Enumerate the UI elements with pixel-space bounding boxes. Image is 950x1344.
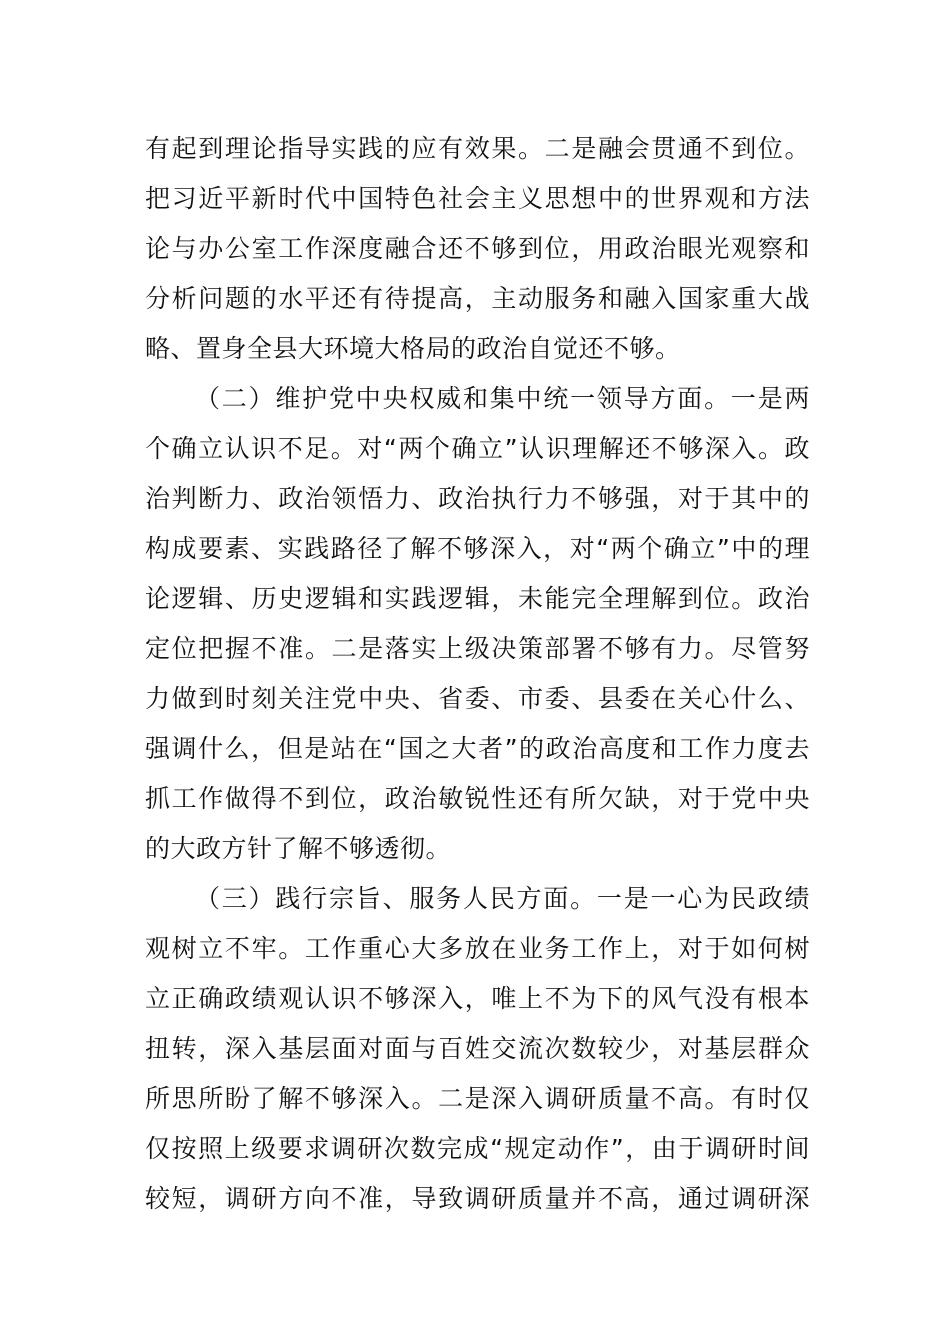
text-line: 所思所盼了解不够深入。二是深入调研质量不高。有时仅 [145, 1084, 810, 1113]
text-line: 仅按照上级要求调研次数完成“规定动作”，由于调研时间 [145, 1134, 810, 1163]
text-line: 立正确政绩观认识不够深入，唯上不为下的风气没有根本 [145, 984, 810, 1013]
text-line: 治判断力、政治领悟力、政治执行力不够强，对于其中的 [145, 484, 810, 513]
text-line: 有起到理论指导实践的应有效果。二是融会贯通不到位。 [145, 134, 810, 163]
text-line: 定位把握不准。二是落实上级决策部署不够有力。尽管努 [145, 634, 810, 663]
text-line: 把习近平新时代中国特色社会主义思想中的世界观和方法 [145, 184, 810, 213]
text-line: 力做到时刻关注党中央、省委、市委、县委在关心什么、 [145, 684, 810, 713]
text-line: 抓工作做得不到位，政治敏锐性还有所欠缺，对于党中央 [145, 784, 810, 813]
text-line: 论逻辑、历史逻辑和实践逻辑，未能完全理解到位。政治 [145, 584, 810, 613]
section-heading-line: （二）维护党中央权威和集中统一领导方面。一是两 [195, 384, 810, 413]
text-line: 扭转，深入基层面对面与百姓交流次数较少，对基层群众 [145, 1034, 810, 1063]
text-line: 个确立认识不足。对“两个确立”认识理解还不够深入。政 [145, 434, 810, 463]
text-line: 较短，调研方向不准，导致调研质量并不高，通过调研深 [145, 1184, 810, 1213]
text-line: 的大政方针了解不够透彻。 [145, 834, 452, 863]
section-heading-line: （三）践行宗旨、服务人民方面。一是一心为民政绩 [195, 884, 810, 913]
document-body [145, 124, 810, 1224]
text-line: 分析问题的水平还有待提高，主动服务和融入国家重大战 [145, 284, 810, 313]
text-line: 构成要素、实践路径了解不够深入，对“两个确立”中的理 [145, 534, 810, 563]
text-line: 强调什么，但是站在“国之大者”的政治高度和工作力度去 [145, 734, 810, 763]
text-line: 略、置身全县大环境大格局的政治自觉还不够。 [145, 334, 681, 363]
text-line: 论与办公室工作深度融合还不够到位，用政治眼光观察和 [145, 234, 810, 263]
text-line: 观树立不牢。工作重心大多放在业务工作上，对于如何树 [145, 934, 810, 963]
